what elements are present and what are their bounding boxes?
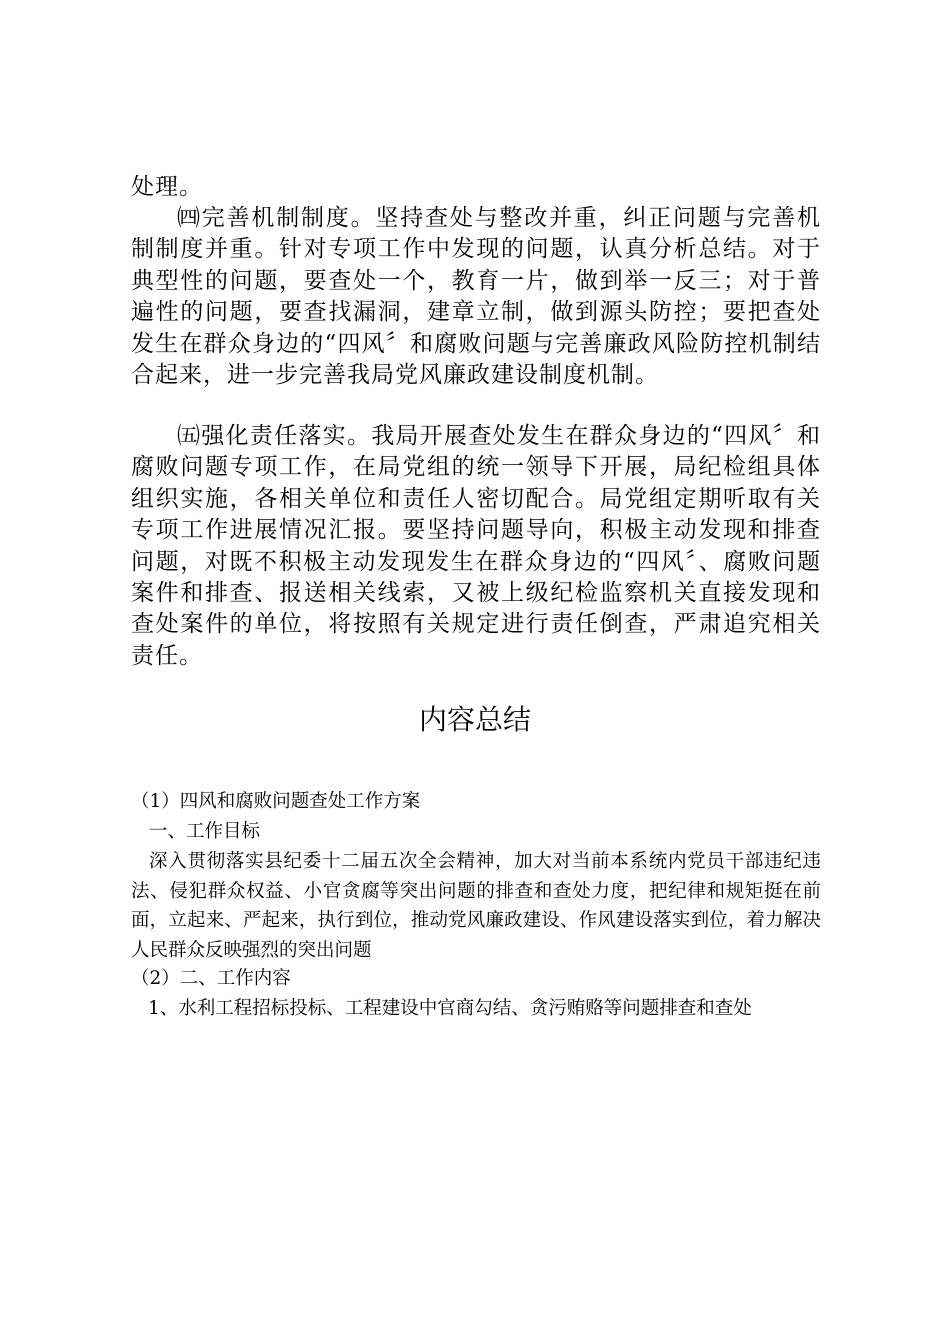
- continuation-text: 处理。: [131, 174, 203, 200]
- paragraph-strengthen-responsibility: ㈤强化责任落实。我局开展查处发生在群众身边的“四风〞和腐败问题专项工作，在局党组的统一领导下开展，局纪检组具体组织实施，各相关单位和责任人密切配合。局党组定期听取有关专项工作进展情况汇报。要坚持问题导向，积极主动发现和排查问题，对既不积极主动发现发生在群众身边的“四风〞、腐败问题案件和排查、报送相关线索，又被上级纪检监察机关直接发现和查处案件的单位，将按照有关规定进行责任倒查，严肃追究相关责任。: [131, 423, 821, 669]
- summary-title: 内容总结: [418, 703, 531, 736]
- summary-item-2-subheading: 1、水利工程招标投标、工程建设中官商勾结、贪污贿赂等问题排查和查处: [148, 998, 752, 1019]
- summary-item-1-body: 深入贯彻落实县纪委十二届五次全会精神，加大对当前本系统内党员干部违纪违法、侵犯群众权益、小官贪腐等突出问题的排查和查处力度，把纪律和规矩挺在前面，立起来、严起来，执行到位，推动党风廉政建设、作风建设落实到位，着力解决人民群众反映强烈的突出问题: [131, 851, 821, 961]
- summary-item-2: （2）二、工作内容: [131, 968, 291, 989]
- paragraph-improve-mechanism: ㈣完善机制制度。坚持查处与整改并重，纠正问题与完善机制制度并重。针对专项工作中发现的问题，认真分析总结。对于典型性的问题，要查处一个，教育一片，做到举一反三；对于普遍性的问题，要查找漏洞，建章立制，做到源头防控；要把查处发生在群众身边的“四风〞和腐败问题与完善廉政风险防控机制结合起来，进一步完善我局党风廉政建设制度机制。: [131, 205, 821, 389]
- summary-item-1-subheading: 一、工作目标: [149, 821, 261, 842]
- summary-item-1: （1）四风和腐败问题查处工作方案: [131, 791, 421, 812]
